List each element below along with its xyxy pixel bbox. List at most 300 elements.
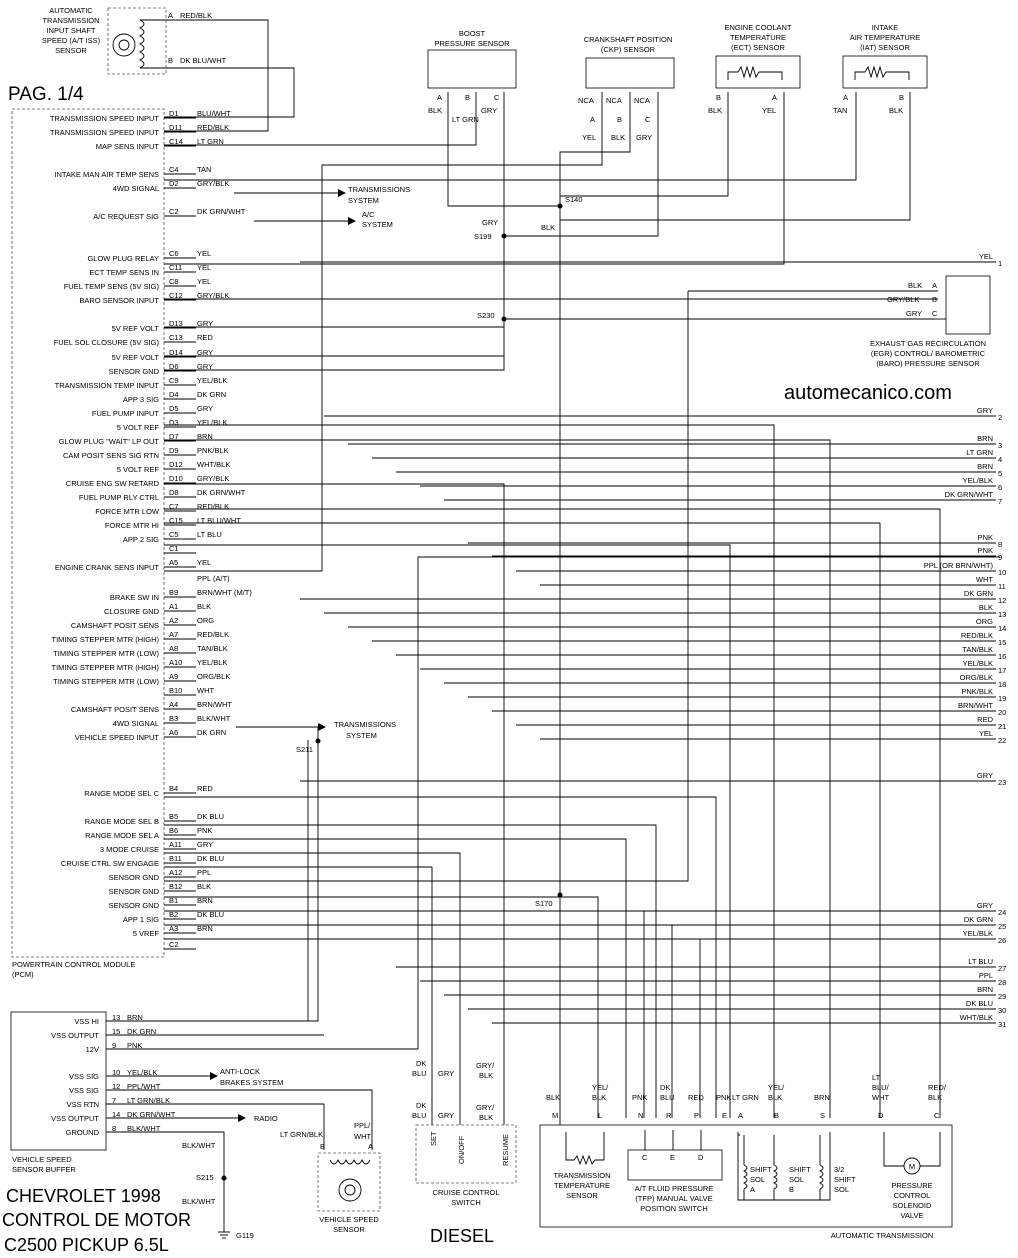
pcm-row-pin: C1 bbox=[169, 544, 179, 553]
right-wire-color: ORG/BLK bbox=[959, 673, 993, 682]
right-wire-31 bbox=[492, 1013, 1006, 1029]
right-wire-30 bbox=[468, 999, 1006, 1015]
right-wire-9 bbox=[492, 546, 1002, 562]
pcm-row-wire: ORG bbox=[197, 616, 215, 625]
trans-sys2-line1: TRANSMISSIONS bbox=[334, 720, 397, 729]
right-wire-color: DK GRN bbox=[963, 589, 993, 598]
boost-wire-c: GRY bbox=[481, 106, 498, 115]
s230-label: S230 bbox=[477, 311, 495, 320]
pcm-row-label: 5 VREF bbox=[132, 929, 159, 938]
pcm-row-label: FORCE MTR HI bbox=[104, 521, 159, 530]
tfp-pin-d: D bbox=[698, 1153, 704, 1162]
pcm-row-wire: BRN bbox=[197, 896, 213, 905]
pcm-row-label: RANGE MODE SEL B bbox=[84, 817, 159, 826]
right-wire-14 bbox=[348, 617, 1006, 633]
vss-wire-a-2: WHT bbox=[354, 1132, 372, 1141]
ckp-pin-a: A bbox=[590, 115, 596, 124]
right-wire-number: 15 bbox=[998, 638, 1007, 647]
right-wire-color: BRN bbox=[977, 462, 993, 471]
egr-baro-sensor bbox=[164, 276, 990, 881]
right-wire-8 bbox=[468, 533, 1002, 549]
s199-wire: GRY bbox=[482, 218, 499, 227]
vss-wire-a-1: PPL/ bbox=[354, 1121, 371, 1130]
pcm-row-label: FUEL PUMP RLY CTRL bbox=[78, 493, 159, 502]
right-wire-color: WHT bbox=[975, 575, 993, 584]
vss-row-wire: BLK/WHT bbox=[127, 1124, 161, 1133]
pcm-row-wire: DK GRN/WHT bbox=[197, 488, 246, 497]
right-wire-15 bbox=[372, 631, 1006, 647]
right-wire-number: 30 bbox=[998, 1006, 1007, 1015]
right-wire-color: PNK bbox=[977, 533, 993, 542]
pcm-row-label: CAM POSIT SENS SIG RTN bbox=[63, 451, 159, 460]
vss-line-2: SENSOR bbox=[333, 1225, 365, 1234]
egr-line-2: (EGR) CONTROL/ BAROMETRIC bbox=[870, 349, 986, 358]
pcm-row-pin: B12 bbox=[169, 882, 183, 891]
pcm-row-pin: C7 bbox=[169, 502, 179, 511]
at-pin-wire: BLK bbox=[768, 1093, 783, 1102]
at-pin bbox=[546, 1093, 560, 1120]
cc-pos-set: SET bbox=[429, 1131, 438, 1146]
cc-bot-3a: GRY/ bbox=[476, 1103, 495, 1112]
pcm-row-label: TRANSMISSION SPEED INPUT bbox=[49, 114, 159, 123]
vss-row-pin: 13 bbox=[112, 1013, 121, 1022]
pcm-row bbox=[66, 474, 230, 488]
right-wire-number: 27 bbox=[998, 964, 1007, 973]
boost-wire-a: BLK bbox=[428, 106, 443, 115]
pcm-row-label: TRANSMISSION TEMP INPUT bbox=[54, 381, 159, 390]
pcm-row-wire: GRY bbox=[197, 404, 214, 413]
pcm-row-wire: RED/BLK bbox=[197, 502, 230, 511]
tfp-line-2: (TFP) MANUAL VALVE bbox=[635, 1194, 713, 1203]
right-wire-21 bbox=[516, 715, 1006, 731]
right-wire-color: GRY bbox=[976, 771, 993, 780]
pcm-row-pin: A5 bbox=[169, 558, 179, 567]
right-wire-color: BRN bbox=[977, 434, 993, 443]
pcm-row-label: RANGE MODE SEL A bbox=[85, 831, 159, 840]
vss-pin-b: B bbox=[320, 1142, 326, 1151]
pcm-row bbox=[84, 784, 213, 798]
pcm-row-pin: D7 bbox=[169, 432, 179, 441]
right-wire-number: 2 bbox=[998, 413, 1003, 422]
pcm-row-pin: D9 bbox=[169, 446, 179, 455]
at-pin bbox=[814, 1093, 830, 1120]
pcm-row-pin: A11 bbox=[169, 840, 182, 849]
at-pin-wire: WHT bbox=[872, 1093, 890, 1102]
cc-top-3a: GRY/ bbox=[476, 1061, 495, 1070]
pcm-row bbox=[104, 602, 211, 616]
egr-pin-c: C bbox=[932, 309, 938, 318]
pcm-row-label: A/C REQUEST SIG bbox=[93, 212, 159, 221]
right-wire-color: PNK bbox=[977, 546, 993, 555]
pcm-row bbox=[123, 530, 222, 544]
pcm-row bbox=[112, 348, 214, 362]
pcm-to-trans-wires bbox=[164, 425, 943, 1118]
at-pin bbox=[688, 1093, 704, 1120]
pcm-row-pin: B10 bbox=[169, 686, 183, 695]
pcm-row-pin: B4 bbox=[169, 784, 179, 793]
pcm-row-pin: C12 bbox=[169, 291, 183, 300]
pcm-row-wire: YEL/BLK bbox=[197, 376, 228, 385]
pcm-row-pin: A12 bbox=[169, 868, 183, 877]
pcm-row-wire: RED bbox=[197, 333, 213, 342]
radio-label: RADIO bbox=[254, 1114, 278, 1123]
right-wire-color: YEL/BLK bbox=[962, 659, 993, 668]
ckp-nca-3: NCA bbox=[634, 96, 650, 105]
boost-line-2: PRESSURE SENSOR bbox=[434, 39, 510, 48]
at-pin-wire: DK bbox=[660, 1083, 671, 1092]
at-pin-letter: M bbox=[552, 1111, 559, 1120]
vss-wire-b: LT GRN/BLK bbox=[280, 1130, 324, 1139]
at-name: AUTOMATIC TRANSMISSION bbox=[830, 1231, 934, 1240]
at-pin-letter: P bbox=[694, 1111, 700, 1120]
pcm-row-wire: DK BLU bbox=[197, 854, 225, 863]
iat-line-2: AIR TEMPERATURE bbox=[849, 33, 921, 42]
right-wire-17 bbox=[420, 659, 1006, 675]
pcm-row-label: FORCE MTR LOW bbox=[95, 507, 159, 516]
sol-32-line1: 3/2 bbox=[834, 1165, 845, 1174]
pcm-row-pin: D14 bbox=[169, 348, 183, 357]
right-wire-number: 31 bbox=[998, 1020, 1007, 1029]
s215-label: S215 bbox=[196, 1173, 214, 1182]
ckp-wire-a: YEL bbox=[582, 133, 597, 142]
pcm-row-label: SENSOR GND bbox=[108, 367, 159, 376]
ats-pin-b: B bbox=[168, 56, 174, 65]
at-pin-wire: BLK bbox=[928, 1093, 943, 1102]
pcm-row-wire: GRY/BLK bbox=[197, 474, 230, 483]
antilock-line2: BRAKES SYSTEM bbox=[220, 1078, 284, 1087]
ats-wire-b: DK BLU/WHT bbox=[180, 56, 227, 65]
ac-system-arrow bbox=[254, 210, 393, 229]
pcm-row-pin: D2 bbox=[169, 179, 179, 188]
pcm-row bbox=[63, 446, 229, 460]
pcm-row-label: 5 VOLT REF bbox=[116, 423, 159, 432]
pcm-row-wire: BRN/WHT (M/T) bbox=[197, 588, 252, 597]
pcm-row-pin: D11 bbox=[169, 123, 183, 132]
footer-diesel: DIESEL bbox=[430, 1226, 495, 1246]
pcm-row bbox=[123, 910, 224, 924]
pcm-row-pin: A9 bbox=[169, 672, 179, 681]
vss-pin-a: A bbox=[368, 1142, 374, 1151]
pcm-row bbox=[55, 558, 211, 572]
right-wire-color: BRN/WHT bbox=[958, 701, 993, 710]
at-pin-letter: D bbox=[878, 1111, 884, 1120]
right-wire-number: 14 bbox=[998, 624, 1007, 633]
boost-pin-b: B bbox=[465, 93, 471, 102]
iat-sensor bbox=[164, 23, 927, 220]
pcm-row-pin: B5 bbox=[169, 812, 179, 821]
s211-label: S211 bbox=[296, 745, 313, 754]
right-wire-number: 24 bbox=[998, 908, 1007, 917]
tfp-pin-e: E bbox=[670, 1153, 676, 1162]
ckp-line-2: (CKP) SENSOR bbox=[600, 45, 656, 54]
sol-b-line2: SOL bbox=[789, 1175, 805, 1184]
ckp-wire-c: GRY bbox=[636, 133, 653, 142]
boost-sensor bbox=[164, 29, 938, 370]
iat-wire-a: TAN bbox=[833, 106, 848, 115]
trans-sys2-line2: SYSTEM bbox=[346, 731, 377, 740]
pcm-row bbox=[87, 249, 211, 263]
at-pin-letter: E bbox=[722, 1111, 728, 1120]
cc-bot-1a: DK bbox=[416, 1101, 427, 1110]
pcm-row-pin: C6 bbox=[169, 249, 179, 258]
right-wire-11 bbox=[540, 575, 1006, 591]
pcm-row bbox=[117, 460, 231, 474]
vss-row-pin: 12 bbox=[112, 1082, 121, 1091]
pcm-row bbox=[71, 700, 232, 714]
cc-top-2: GRY bbox=[438, 1069, 455, 1078]
right-wire-color: YEL bbox=[978, 252, 993, 261]
at-pin-wire: YEL/ bbox=[768, 1083, 785, 1092]
pcm-row-wire: LT BLU bbox=[197, 530, 222, 539]
right-wire-number: 13 bbox=[998, 610, 1007, 619]
pcm-row-wire: YEL bbox=[197, 277, 212, 286]
pcs-line-1: PRESSURE bbox=[891, 1181, 933, 1190]
right-wire-color: GRY bbox=[976, 901, 993, 910]
right-wire-color: YEL bbox=[978, 729, 993, 738]
vss-row-pin: 15 bbox=[112, 1027, 121, 1036]
pcm-row-pin: C5 bbox=[169, 530, 179, 539]
gnd-wire-1: BLK/WHT bbox=[182, 1141, 216, 1150]
pcm-row-label: VEHICLE SPEED INPUT bbox=[74, 733, 159, 742]
tfp-line-3: POSITION SWITCH bbox=[640, 1204, 708, 1213]
pcm-row-pin: C2 bbox=[169, 207, 179, 216]
pcm-row-pin: D3 bbox=[169, 418, 179, 427]
at-pin-wire: RED/ bbox=[928, 1083, 946, 1092]
pcm-row-pin: B6 bbox=[169, 826, 179, 835]
pcm-row-pin: D6 bbox=[169, 362, 179, 371]
pcm-row-pin: A6 bbox=[169, 728, 179, 737]
ats-sensor bbox=[42, 6, 294, 131]
pcm-row-wire: PNK bbox=[197, 826, 213, 835]
pcm-row-wire: TAN bbox=[197, 165, 212, 174]
right-wire-color: PPL bbox=[978, 971, 993, 980]
s170-label: S170 bbox=[535, 899, 553, 908]
page-label: PAG. 1/4 bbox=[8, 84, 84, 105]
pcm-row-label: FUEL SOL CLOSURE (5V SIG) bbox=[53, 338, 159, 347]
pcm-row bbox=[52, 658, 228, 672]
vss-row-label: VSS SIG bbox=[68, 1072, 99, 1081]
pcm-row-wire: DK GRN/WHT bbox=[197, 207, 246, 216]
gnd-wire-2: BLK/WHT bbox=[182, 1197, 216, 1206]
right-wire-color: ORG bbox=[975, 617, 993, 626]
at-pin-wire: PNK bbox=[632, 1093, 648, 1102]
pcm-row-label: CRUISE ENG SW RETARD bbox=[65, 479, 159, 488]
right-wire-number: 10 bbox=[998, 568, 1007, 577]
pcm-pin-rows bbox=[50, 109, 253, 949]
egr-wire-a: BLK bbox=[908, 281, 923, 290]
ckp-line-1: CRANKSHAFT POSITION bbox=[583, 35, 673, 44]
pcm-row-pin: A10 bbox=[169, 658, 183, 667]
right-wire-color: BLK bbox=[978, 603, 993, 612]
right-wire-number: 29 bbox=[998, 992, 1007, 1001]
ect-pin-a: A bbox=[772, 93, 778, 102]
ckp-nca-2: NCA bbox=[606, 96, 622, 105]
vss-row-wire: DK GRN/WHT bbox=[127, 1110, 176, 1119]
pcm-row-pin: D13 bbox=[169, 319, 183, 328]
at-pin-letter: L bbox=[598, 1111, 603, 1120]
right-wire-1 bbox=[300, 252, 1002, 268]
pcm-row-pin: C13 bbox=[169, 333, 183, 342]
pcm-row-pin: B3 bbox=[169, 714, 179, 723]
g119-label: G119 bbox=[236, 1231, 254, 1240]
pcm-row-wire: GRY/BLK bbox=[197, 179, 230, 188]
cc-line-1: CRUISE CONTROL bbox=[432, 1188, 500, 1197]
right-wire-number: 19 bbox=[998, 694, 1007, 703]
pcm-row-pin: D10 bbox=[169, 474, 183, 483]
right-wire-color: YEL/BLK bbox=[962, 929, 993, 938]
right-wire-color: LT GRN bbox=[966, 448, 993, 457]
right-wire-color: PPL (OR BRN/WHT) bbox=[923, 561, 993, 570]
right-wire-number: 4 bbox=[998, 455, 1003, 464]
pcm-row bbox=[79, 488, 246, 502]
at-pin-letter: R bbox=[666, 1111, 672, 1120]
pcm-row-label: ENGINE CRANK SENS INPUT bbox=[54, 563, 159, 572]
pcm-row-pin: B1 bbox=[169, 896, 179, 905]
pcm-row-wire: DK GRN bbox=[197, 390, 227, 399]
right-wire-number: 26 bbox=[998, 936, 1007, 945]
pcm-row bbox=[109, 882, 212, 896]
pcm-row-pin: D12 bbox=[169, 460, 183, 469]
ect-wire-a: YEL bbox=[762, 106, 777, 115]
pcm-row-label: 5V REF VOLT bbox=[111, 353, 159, 362]
ect-line-2: TEMPERATURE bbox=[729, 33, 787, 42]
egr-pin-a: A bbox=[932, 281, 938, 290]
pcm-row-label: SENSOR GND bbox=[108, 873, 159, 882]
pcm-row bbox=[197, 574, 230, 583]
vss-row-wire: YEL/BLK bbox=[127, 1068, 158, 1077]
right-wire-22 bbox=[540, 729, 1006, 745]
ckp-pin-c: C bbox=[645, 115, 651, 124]
right-wire-19 bbox=[468, 687, 1006, 703]
at-pin-letter: N bbox=[638, 1111, 644, 1120]
cc-bot-1b: BLU bbox=[412, 1111, 427, 1120]
right-wire-color: PNK/BLK bbox=[961, 687, 993, 696]
footer-line1: CHEVROLET 1998 bbox=[6, 1186, 161, 1206]
vss-row-wire: LT GRN/BLK bbox=[127, 1096, 171, 1105]
vss-buf-line1: VEHICLE SPEED bbox=[12, 1155, 72, 1164]
right-wire-number: 16 bbox=[998, 652, 1007, 661]
pcm-row-wire: DK BLU bbox=[197, 910, 225, 919]
right-wire-number: 28 bbox=[998, 978, 1007, 987]
pcm-row-wire: BRN/WHT bbox=[197, 700, 232, 709]
vss-row-pin: 14 bbox=[112, 1110, 121, 1119]
pcm-row-label: CAMSHAFT POSIT SENS bbox=[70, 621, 159, 630]
at-pin-letter: A bbox=[738, 1111, 744, 1120]
pcm-row bbox=[53, 672, 230, 686]
ats-line-3: INPUT SHAFT bbox=[46, 26, 96, 35]
pcm-row bbox=[54, 165, 211, 179]
pcm-row bbox=[113, 714, 231, 728]
right-wire-number: 18 bbox=[998, 680, 1007, 689]
at-pin-wire: BLK bbox=[546, 1093, 561, 1102]
pcm-row-label: INTAKE MAN AIR TEMP SENS bbox=[54, 170, 159, 179]
right-wire-4 bbox=[372, 448, 1002, 464]
vss-row-wire: DK GRN bbox=[127, 1027, 157, 1036]
pcm-row bbox=[53, 644, 228, 658]
pcm-row-pin: C9 bbox=[169, 376, 179, 385]
at-pin-wire: LT GRN bbox=[732, 1093, 759, 1102]
pcm-row-pin: C2 bbox=[169, 940, 179, 949]
pcm-row-label: TRANSMISSION SPEED INPUT bbox=[49, 128, 159, 137]
boost-wire-b: LT GRN bbox=[452, 115, 479, 124]
egr-wire-c: GRY bbox=[906, 309, 923, 318]
right-wire-labels bbox=[300, 252, 1006, 1029]
pcm-row-wire: PPL (A/T) bbox=[197, 574, 230, 583]
pcm-row-label: TIMING STEPPER MTR (LOW) bbox=[53, 649, 159, 658]
ats-line-4: SPEED (A/T ISS) bbox=[41, 36, 101, 45]
vss-row-wire: PPL/WHT bbox=[127, 1082, 161, 1091]
cc-line-2: SWITCH bbox=[451, 1198, 481, 1207]
tts-line-2: TEMPERATURE bbox=[553, 1181, 611, 1190]
pcm-row-pin: C15 bbox=[169, 516, 183, 525]
right-wire-color: RED bbox=[977, 715, 993, 724]
pcm-row bbox=[110, 588, 253, 602]
pcm-row-label: 5 VOLT REF bbox=[116, 465, 159, 474]
pcm-row-label: TIMING STEPPER MTR (HIGH) bbox=[51, 635, 159, 644]
right-wire-number: 7 bbox=[998, 497, 1003, 506]
pcm-row bbox=[109, 362, 214, 376]
right-wire-29 bbox=[444, 985, 1006, 1001]
pcm-row-pin: A4 bbox=[169, 700, 179, 709]
pcm-row bbox=[61, 854, 224, 868]
at-pin-wire: BLU/ bbox=[872, 1083, 889, 1092]
ac-sys-line1: A/C bbox=[362, 210, 375, 219]
pcm-row-pin: D5 bbox=[169, 404, 179, 413]
pcm-row-wire: ORG/BLK bbox=[197, 672, 231, 681]
pcm-row bbox=[109, 896, 213, 910]
egr-pin-b: B bbox=[932, 295, 938, 304]
pcs-line-2: CONTROL bbox=[893, 1191, 931, 1200]
right-wire-color: YEL/BLK bbox=[962, 476, 993, 485]
right-wire-number: 5 bbox=[998, 469, 1003, 478]
ect-line-3: (ECT) SENSOR bbox=[731, 43, 785, 52]
pcm-row-label: 4WD SIGNAL bbox=[112, 719, 159, 728]
ats-line-2: TRANSMISSION bbox=[42, 16, 100, 25]
pcm-row-wire: BLK bbox=[197, 602, 212, 611]
cc-top-1b: BLU bbox=[412, 1069, 427, 1078]
sol-b-line3: B bbox=[789, 1185, 795, 1194]
vehicle-speed-sensor bbox=[280, 1121, 380, 1234]
ect-wire-b: BLK bbox=[708, 106, 723, 115]
sol-a-line2: SOL bbox=[750, 1175, 766, 1184]
right-wire-10 bbox=[516, 561, 1006, 577]
pcm-row-wire: LT BLU/WHT bbox=[197, 516, 241, 525]
pcm-row-label: APP 2 SIG bbox=[122, 535, 159, 544]
speed-sensor-coil-icon bbox=[339, 1179, 361, 1201]
ckp-wire-b: BLK bbox=[611, 133, 626, 142]
pcm-row-wire: BLK bbox=[197, 882, 212, 891]
boost-pin-a: A bbox=[437, 93, 443, 102]
iat-wire-b: BLK bbox=[889, 106, 904, 115]
right-wire-color: DK BLU bbox=[965, 999, 993, 1008]
pcm-row-label: BRAKE SW IN bbox=[109, 593, 159, 602]
vss-row-pin: 8 bbox=[112, 1124, 117, 1133]
vss-row-label: VSS OUTPUT bbox=[51, 1114, 99, 1123]
pcm-row bbox=[123, 390, 226, 404]
pcm-row bbox=[85, 812, 224, 826]
pcm-row-label: 4WD SIGNAL bbox=[112, 184, 159, 193]
pcm-row-pin: A1 bbox=[169, 602, 179, 611]
vss-row-label: VSS OUTPUT bbox=[51, 1031, 99, 1040]
right-wire-color: TAN/BLK bbox=[962, 645, 993, 654]
pcm-row-wire: BLU/WHT bbox=[197, 109, 231, 118]
pcm-row-pin: C4 bbox=[169, 165, 179, 174]
pcm-row-label: 5V REF VOLT bbox=[111, 324, 159, 333]
tfp-line-1: A/T FLUID PRESSURE bbox=[634, 1184, 714, 1193]
pcm-row bbox=[79, 291, 229, 305]
s140-label: S140 bbox=[565, 195, 583, 204]
footer-line2: CONTROL DE MOTOR bbox=[2, 1210, 192, 1230]
